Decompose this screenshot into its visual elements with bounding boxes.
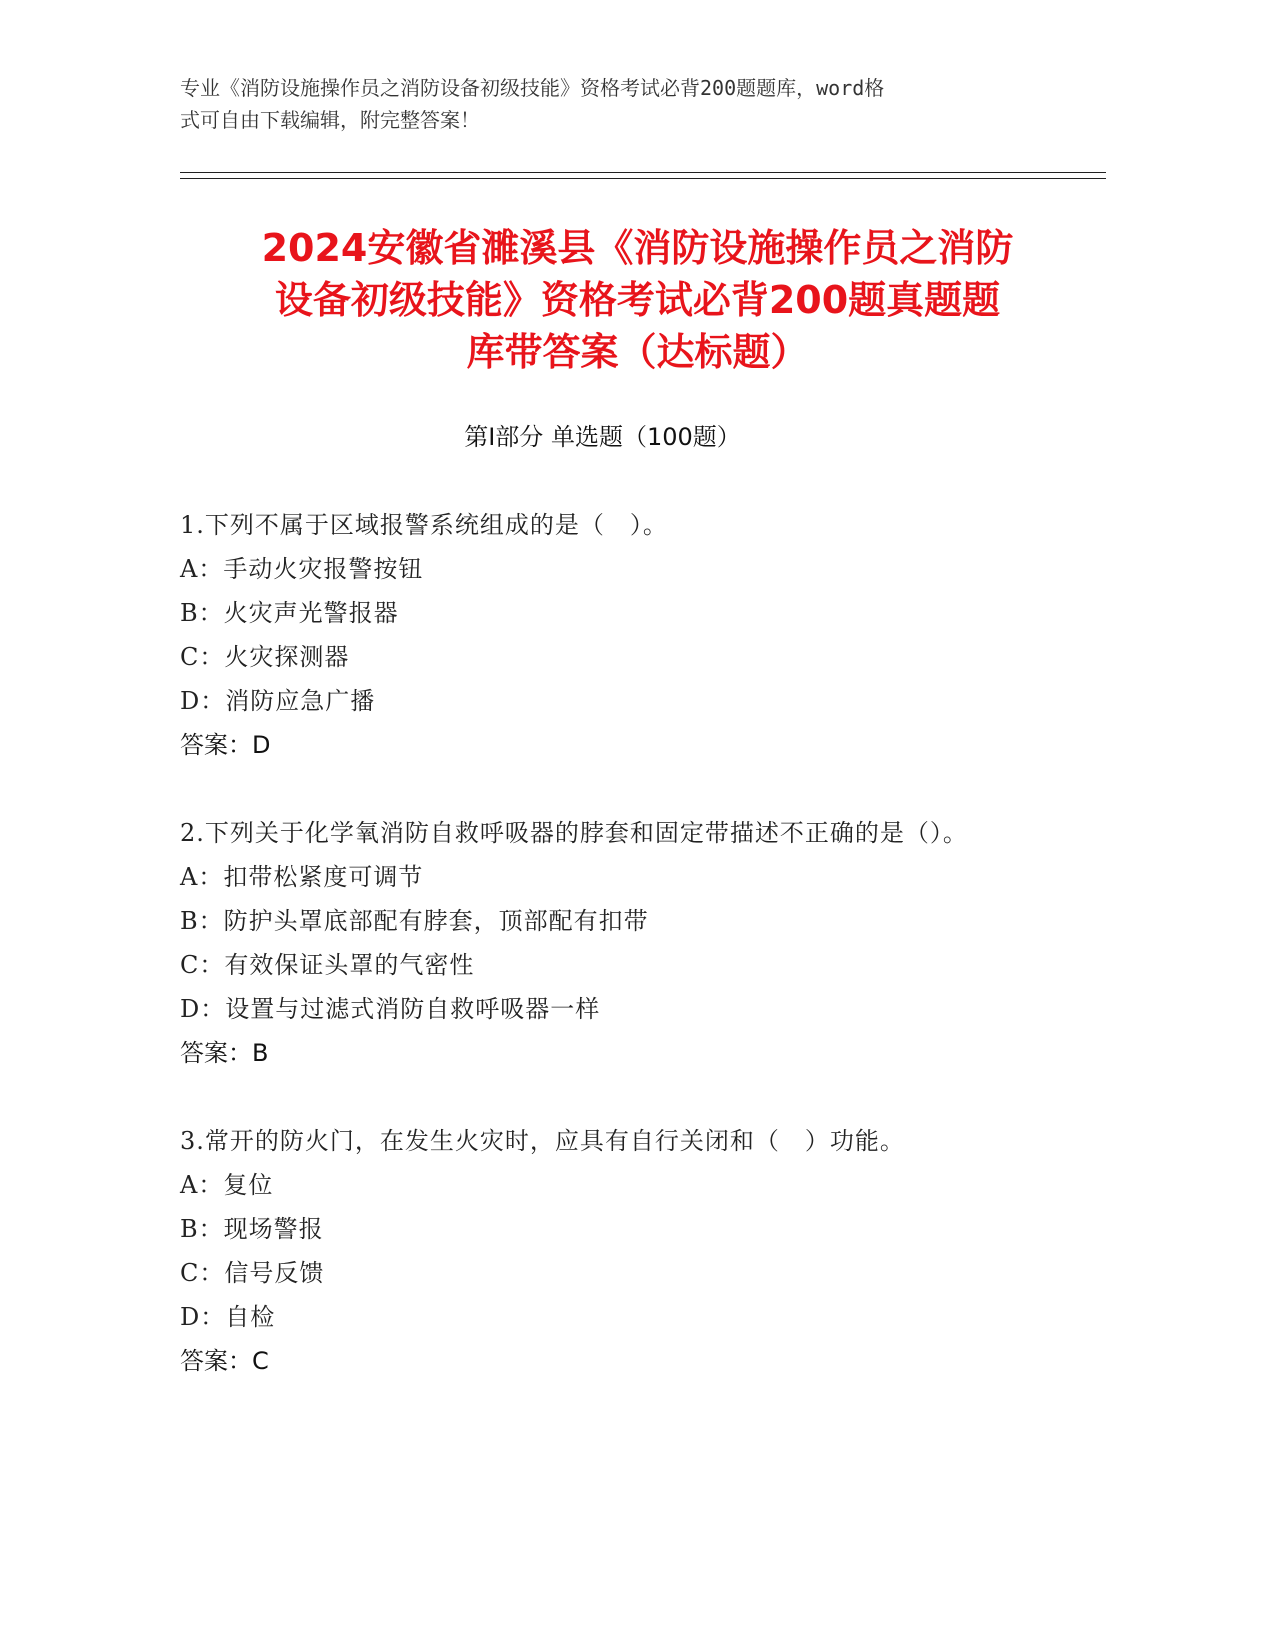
- option-d: D：消防应急广播: [180, 687, 376, 715]
- option-d: D：设置与过滤式消防自救呼吸器一样: [180, 995, 601, 1023]
- option-c: C：信号反馈: [180, 1259, 325, 1287]
- option-b: B：火灾声光警报器: [180, 599, 399, 627]
- question-3: [180, 1119, 1060, 1383]
- option-a: A：扣带松紧度可调节: [180, 863, 424, 891]
- option-d: D：自检: [180, 1303, 276, 1331]
- title-line-1: 2024安徽省濉溪县《消防设施操作员之消防: [261, 226, 1014, 270]
- document-title: [150, 222, 1125, 378]
- question-stem: 2.下列关于化学氧消防自救呼吸器的脖套和固定带描述不正确的是（）。: [180, 819, 968, 847]
- option-a: A：复位: [180, 1171, 274, 1199]
- option-c: C：火灾探测器: [180, 643, 350, 671]
- option-b: B：现场警报: [180, 1215, 324, 1243]
- document-header: [180, 72, 1040, 136]
- header-line-1: 专业《消防设施操作员之消防设备初级技能》资格考试必背200题题库，word格: [180, 76, 885, 100]
- question-1: [180, 503, 1060, 767]
- title-line-2: 设备初级技能》资格考试必背200题真题题: [274, 278, 1001, 322]
- answer: 答案：D: [180, 731, 271, 759]
- answer: 答案：C: [180, 1347, 269, 1375]
- option-b: B：防护头罩底部配有脖套，顶部配有扣带: [180, 907, 649, 935]
- question-2: [180, 811, 1060, 1075]
- section-title: 第Ⅰ部分 单选题（100题）: [464, 423, 741, 451]
- answer: 答案：B: [180, 1039, 269, 1067]
- question-stem: 1.下列不属于区域报警系统组成的是（ ）。: [180, 511, 668, 539]
- title-line-3: 库带答案（达标题）: [466, 330, 809, 374]
- header-divider-bottom: [180, 178, 1106, 179]
- question-list: [180, 503, 1060, 1427]
- header-divider-top: [180, 172, 1106, 173]
- header-line-2: 式可自由下载编辑，附完整答案！: [180, 108, 480, 132]
- option-c: C：有效保证头罩的气密性: [180, 951, 475, 979]
- question-stem: 3.常开的防火门，在发生火灾时，应具有自行关闭和（ ）功能。: [180, 1127, 905, 1155]
- option-a: A：手动火灾报警按钮: [180, 555, 424, 583]
